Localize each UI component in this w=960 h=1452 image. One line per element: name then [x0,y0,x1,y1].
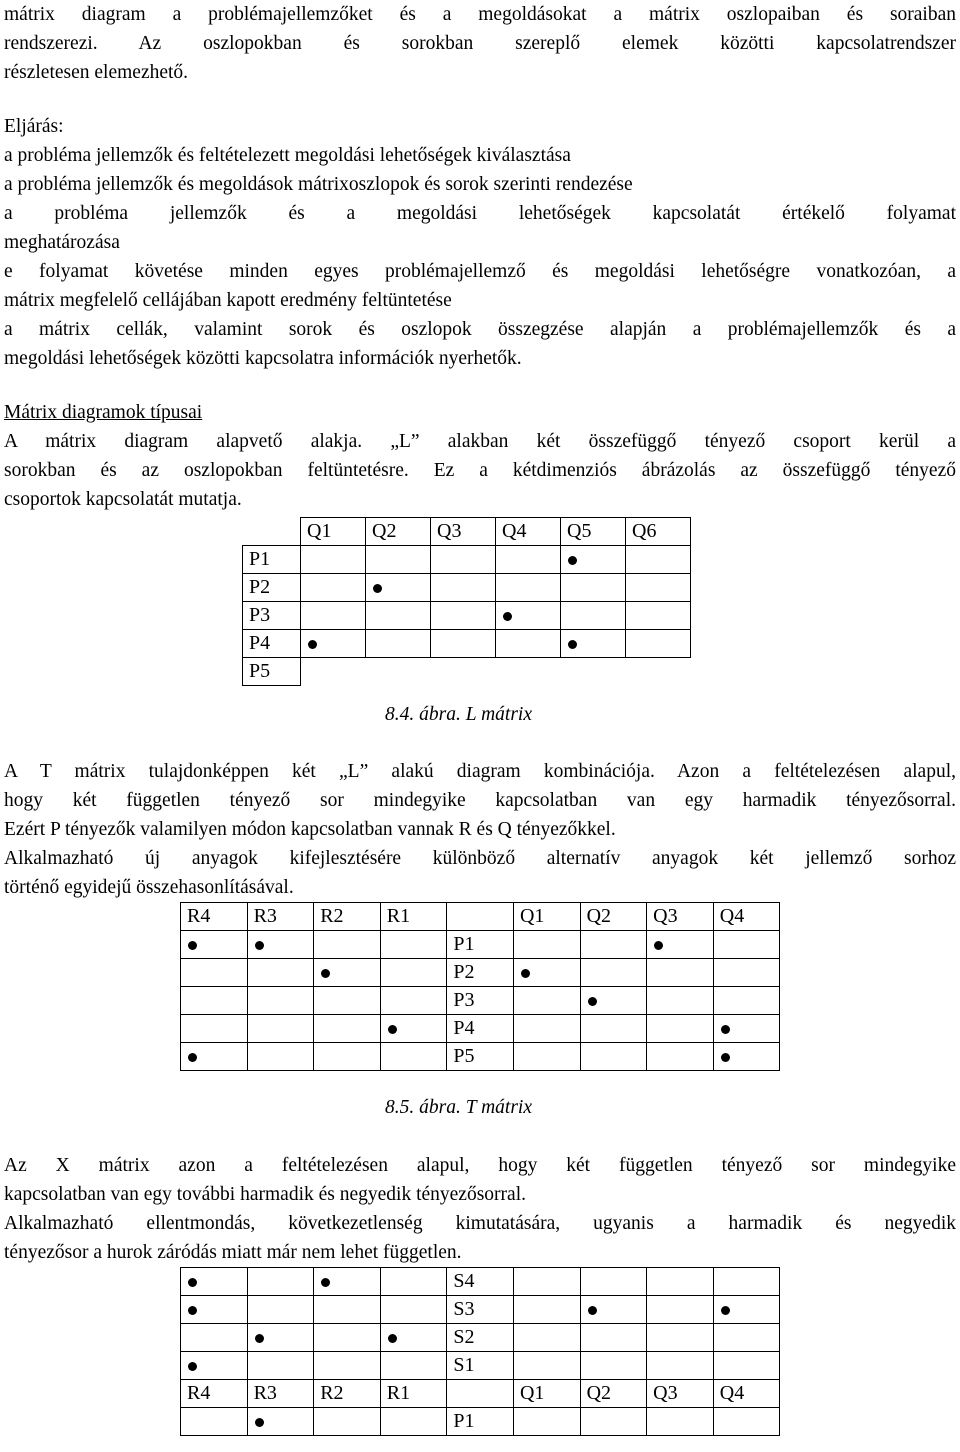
matrix-cell [561,602,626,630]
bullet-dot-icon [321,969,330,978]
matrix-cell [380,1268,447,1296]
l-matrix-caption: 8.4. ábra. L mátrix [385,704,532,725]
procedure-step-1: a probléma jellemzők és feltételezett megoldási lehetőségek kiválasztása [4,145,571,166]
matrix-cell [247,1043,314,1071]
matrix-cell [247,1296,314,1324]
matrix-dot-cell [247,1408,314,1436]
matrix-dot-cell [314,959,381,987]
matrix-cell [431,630,496,658]
matrix-dot-cell [247,931,314,959]
matrix-dot-cell [181,1043,248,1071]
matrix-label-cell: Q4 [713,1380,780,1408]
bullet-dot-icon [588,1306,597,1315]
matrix-dot-cell [561,630,626,658]
matrix-cell [181,1015,248,1043]
matrix-cell [447,903,514,931]
matrix-label-cell: R2 [314,903,381,931]
section-heading: Mátrix diagramok típusai [4,402,203,423]
matrix-dot-cell [561,546,626,574]
matrix-cell [647,1352,714,1380]
matrix-label-cell: P3 [447,987,514,1015]
procedure-step-3a: a probléma jellemzők és a megoldási lehetőségek kapcsolatát értékelő folyamat [4,203,956,224]
l-matrix-table [242,517,691,686]
procedure-step-5b: megoldási lehetőségek közötti kapcsolatra információk nyerhetők. [4,348,522,369]
matrix-cell [181,987,248,1015]
matrix-cell [380,1408,447,1436]
matrix-cell [561,574,626,602]
bullet-dot-icon [255,1418,264,1427]
matrix-row [181,1380,780,1408]
matrix-cell [314,1043,381,1071]
matrix-cell [380,959,447,987]
matrix-cell [713,1268,780,1296]
matrix-label-cell: P3 [243,602,301,630]
x-text-line-2: kapcsolatban van egy további harmadik és negyedik tényezősorral. [4,1184,526,1205]
matrix-cell [713,987,780,1015]
matrix-cell [380,987,447,1015]
matrix-row [181,1408,780,1436]
bullet-dot-icon [568,640,577,649]
matrix-cell [647,1296,714,1324]
matrix-label-cell: Q4 [713,903,780,931]
matrix-label-cell: P1 [447,1408,514,1436]
matrix-cell [580,1352,647,1380]
matrix-label-cell: Q1 [513,903,580,931]
matrix-cell [580,959,647,987]
matrix-cell [431,602,496,630]
bullet-dot-icon [388,1025,397,1034]
bullet-dot-icon [503,612,512,621]
matrix-cell [513,1268,580,1296]
matrix-label-cell: P5 [243,658,301,686]
matrix-label-cell: Q4 [496,518,561,546]
bullet-dot-icon [373,584,382,593]
matrix-cell [301,574,366,602]
matrix-cell [513,1043,580,1071]
matrix-row [181,903,780,931]
matrix-cell [243,518,301,546]
matrix-cell [580,1408,647,1436]
matrix-cell [580,1268,647,1296]
matrix-dot-cell [380,1324,447,1352]
matrix-cell [431,574,496,602]
bullet-dot-icon [588,997,597,1006]
matrix-cell [580,931,647,959]
intro-line-2: rendszerezi. Az oszlopokban és sorokban szereplő elemek közötti kapcsolatrendszer [4,33,956,54]
matrix-cell [301,546,366,574]
matrix-cell [181,1324,248,1352]
matrix-cell [647,1015,714,1043]
matrix-label-cell: R3 [247,903,314,931]
matrix-cell [496,658,561,686]
matrix-dot-cell [314,1268,381,1296]
matrix-cell [366,602,431,630]
matrix-label-cell: R4 [181,903,248,931]
t-text-line-3: Ezért P tényezők valamilyen módon kapcsolatban vannak R és Q tényezőkkel. [4,819,616,840]
matrix-cell [247,959,314,987]
matrix-cell [301,658,366,686]
matrix-cell [513,1408,580,1436]
bullet-dot-icon [188,1362,197,1371]
matrix-cell [247,1268,314,1296]
procedure-step-2: a probléma jellemzők és megoldások mátrixoszlopok és sorok szerinti rendezése [4,174,633,195]
matrix-row [243,518,691,546]
t-text-line-4: Alkalmazható új anyagok kifejlesztésére különböző alternatív anyagok két jellemző sorhoz [4,848,956,869]
matrix-cell [626,574,691,602]
t-text-line-5: történő egyidejű összehasonlításával. [4,877,294,898]
bullet-dot-icon [188,941,197,950]
matrix-cell [380,1296,447,1324]
matrix-cell [713,959,780,987]
matrix-cell [366,658,431,686]
matrix-dot-cell [181,1296,248,1324]
matrix-row [181,1043,780,1071]
matrix-cell [647,1408,714,1436]
matrix-cell [366,546,431,574]
bullet-dot-icon [188,1278,197,1287]
matrix-cell [314,1324,381,1352]
procedure-title: Eljárás: [4,116,64,137]
matrix-cell [380,1352,447,1380]
matrix-label-cell: P1 [243,546,301,574]
matrix-cell [314,1408,381,1436]
matrix-label-cell: R1 [380,903,447,931]
matrix-cell [314,1015,381,1043]
matrix-cell [181,1408,248,1436]
matrix-cell [496,574,561,602]
matrix-dot-cell [713,1296,780,1324]
types-line-3: csoportok kapcsolatát mutatja. [4,489,242,510]
matrix-row [181,1352,780,1380]
matrix-row [181,1268,780,1296]
types-line-1: A mátrix diagram alapvető alakja. „L” alakban két összefüggő tényező csoport kerül a [4,431,956,452]
matrix-dot-cell [181,1268,248,1296]
matrix-row [181,959,780,987]
matrix-label-cell: Q5 [561,518,626,546]
matrix-cell [713,1408,780,1436]
matrix-cell [366,630,431,658]
matrix-cell [447,1380,514,1408]
matrix-dot-cell [713,1043,780,1071]
matrix-dot-cell [301,630,366,658]
procedure-step-4b: mátrix megfelelő cellájában kapott eredmény feltüntetése [4,290,452,311]
matrix-label-cell: S1 [447,1352,514,1380]
t-text-line-1: A T mátrix tulajdonképpen két „L” alakú diagram kombinációja. Azon a feltételezésen alapul, [4,761,956,782]
matrix-dot-cell [181,1352,248,1380]
matrix-label-cell: Q3 [647,903,714,931]
x-text-line-1: Az X mátrix azon a feltételezésen alapul, hogy két független tényező sor mindegyike [4,1155,956,1176]
matrix-cell [626,546,691,574]
matrix-row [243,546,691,574]
t-matrix-caption: 8.5. ábra. T mátrix [385,1097,532,1118]
bullet-dot-icon [308,640,317,649]
matrix-label-cell: P4 [243,630,301,658]
matrix-cell [513,931,580,959]
matrix-cell [713,931,780,959]
matrix-cell [380,1043,447,1071]
matrix-cell [647,959,714,987]
matrix-label-cell: P5 [447,1043,514,1071]
matrix-label-cell: Q2 [580,903,647,931]
matrix-dot-cell [580,1296,647,1324]
bullet-dot-icon [721,1306,730,1315]
bullet-dot-icon [255,1334,264,1343]
matrix-cell [647,1043,714,1071]
bullet-dot-icon [521,969,530,978]
matrix-cell [626,658,691,686]
matrix-row [243,630,691,658]
matrix-cell [647,1324,714,1352]
matrix-cell [513,987,580,1015]
matrix-dot-cell [181,931,248,959]
matrix-dot-cell [580,987,647,1015]
matrix-cell [314,987,381,1015]
bullet-dot-icon [721,1053,730,1062]
matrix-cell [247,1352,314,1380]
matrix-cell [247,987,314,1015]
matrix-cell [496,546,561,574]
matrix-cell [181,959,248,987]
x-matrix-table [180,1267,780,1436]
matrix-label-cell: S3 [447,1296,514,1324]
matrix-label-cell: R3 [247,1380,314,1408]
matrix-dot-cell [647,931,714,959]
matrix-row [243,602,691,630]
matrix-label-cell: P2 [243,574,301,602]
bullet-dot-icon [721,1025,730,1034]
matrix-label-cell: R1 [380,1380,447,1408]
matrix-cell [561,658,626,686]
matrix-label-cell: Q3 [431,518,496,546]
matrix-cell [431,546,496,574]
matrix-cell [580,1324,647,1352]
intro-line-1: mátrix diagram a problémajellemzőket és a megoldásokat a mátrix oszlopaiban és soraiban [4,4,956,25]
matrix-cell [513,1324,580,1352]
matrix-cell [626,602,691,630]
x-text-line-4: tényezősor a hurok záródás miatt már nem lehet független. [4,1242,462,1263]
matrix-label-cell: R2 [314,1380,381,1408]
matrix-dot-cell [380,1015,447,1043]
matrix-dot-cell [713,1015,780,1043]
bullet-dot-icon [654,941,663,950]
matrix-row [181,987,780,1015]
matrix-dot-cell [247,1324,314,1352]
types-line-2: sorokban és az oszlopokban feltüntetésre. Ez a kétdimenziós ábrázolás az összefüggő tényező [4,460,956,481]
matrix-cell [513,1296,580,1324]
matrix-dot-cell [496,602,561,630]
matrix-cell [580,1043,647,1071]
matrix-label-cell: Q2 [580,1380,647,1408]
matrix-label-cell: S4 [447,1268,514,1296]
matrix-cell [314,931,381,959]
bullet-dot-icon [188,1306,197,1315]
matrix-cell [713,1324,780,1352]
matrix-cell [513,1352,580,1380]
matrix-cell [380,931,447,959]
matrix-label-cell: P2 [447,959,514,987]
matrix-dot-cell [513,959,580,987]
matrix-cell [314,1352,381,1380]
x-text-line-3: Alkalmazható ellentmondás, következetlenség kimutatására, ugyanis a harmadik és negyedik [4,1213,956,1234]
matrix-row [181,1296,780,1324]
matrix-cell [247,1015,314,1043]
matrix-label-cell: Q2 [366,518,431,546]
procedure-step-3b: meghatározása [4,232,120,253]
bullet-dot-icon [388,1334,397,1343]
matrix-row [181,1015,780,1043]
matrix-dot-cell [366,574,431,602]
t-matrix-table [180,902,780,1071]
bullet-dot-icon [255,941,264,950]
matrix-cell [301,602,366,630]
bullet-dot-icon [188,1053,197,1062]
bullet-dot-icon [321,1278,330,1287]
matrix-cell [496,630,561,658]
matrix-row [243,574,691,602]
matrix-label-cell: Q1 [301,518,366,546]
procedure-step-5a: a mátrix cellák, valamint sorok és oszlopok összegzése alapján a problémajellemzők és a [4,319,956,340]
matrix-label-cell: Q1 [513,1380,580,1408]
matrix-label-cell: Q3 [647,1380,714,1408]
bullet-dot-icon [568,556,577,565]
procedure-step-4a: e folyamat követése minden egyes problémajellemző és megoldási lehetőségre vonatkozóan, a [4,261,956,282]
matrix-row [243,658,691,686]
matrix-cell [314,1296,381,1324]
matrix-label-cell: Q6 [626,518,691,546]
t-text-line-2: hogy két független tényező sor mindegyike kapcsolatban van egy harmadik tényezősorral. [4,790,956,811]
matrix-cell [431,658,496,686]
matrix-label-cell: P1 [447,931,514,959]
matrix-cell [513,1015,580,1043]
matrix-row [181,1324,780,1352]
matrix-cell [626,630,691,658]
matrix-cell [647,1268,714,1296]
matrix-label-cell: S2 [447,1324,514,1352]
intro-line-3: részletesen elemezhető. [4,62,189,83]
matrix-label-cell: R4 [181,1380,248,1408]
matrix-label-cell: P4 [447,1015,514,1043]
matrix-row [181,931,780,959]
matrix-cell [580,1015,647,1043]
matrix-cell [713,1352,780,1380]
matrix-cell [647,987,714,1015]
